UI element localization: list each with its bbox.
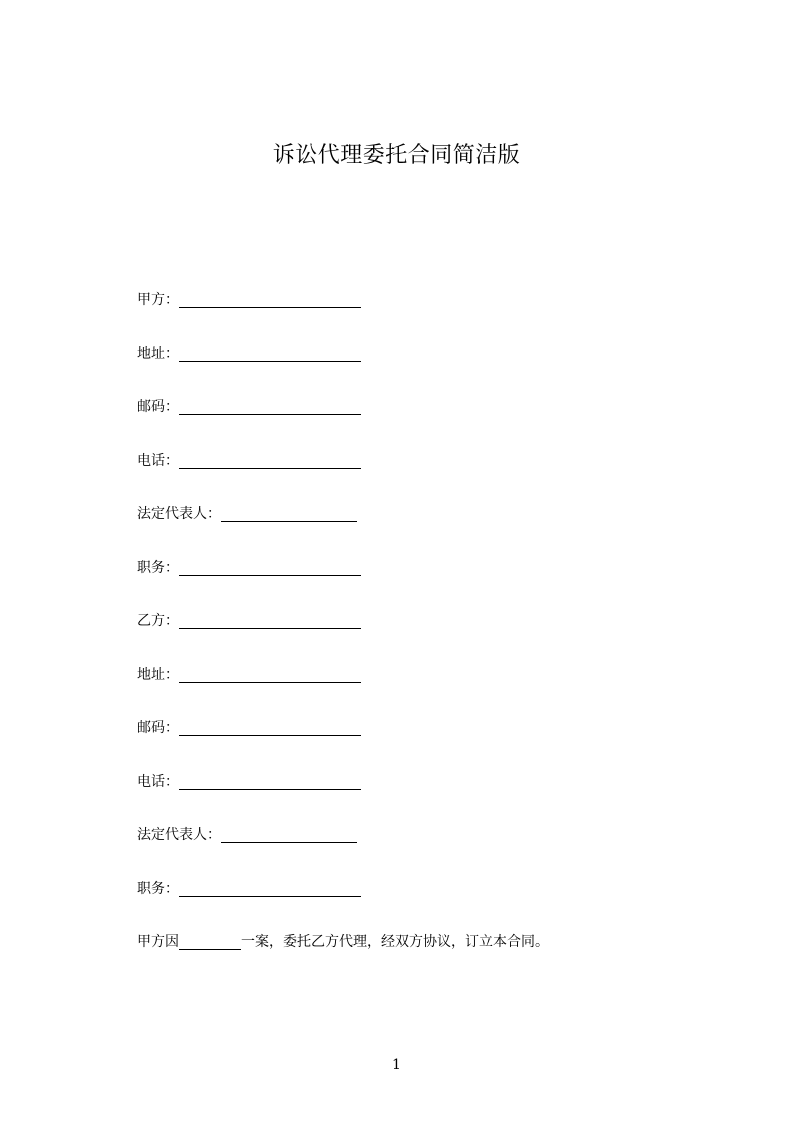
field-label: 邮码： — [137, 720, 179, 736]
agreement-sentence — [137, 930, 549, 954]
field-row-phone-a — [137, 449, 697, 503]
field-label: 甲方： — [137, 292, 179, 308]
field-label: 乙方： — [137, 613, 179, 629]
fill-in-line — [179, 556, 361, 576]
field-label: 地址： — [137, 345, 179, 362]
field-label: 法定代表人： — [137, 506, 221, 522]
document-title: 诉讼代理委托合同简洁版 — [272, 143, 521, 168]
field-row-position-a — [137, 556, 697, 610]
field-row-postcode-b — [137, 716, 697, 770]
fill-in-line — [179, 449, 361, 469]
agreement-prefix: 甲方因 — [137, 934, 179, 950]
agreement-suffix: 一案，委托乙方代理，经双方协议，订立本合同。 — [241, 934, 549, 950]
fill-in-line — [221, 502, 357, 522]
fill-in-line — [179, 877, 361, 897]
field-label: 法定代表人： — [137, 827, 221, 843]
case-blank-line — [179, 930, 241, 950]
field-row-address-a — [137, 342, 697, 396]
fill-in-line — [221, 823, 357, 843]
field-label: 职务： — [137, 880, 179, 897]
field-row-address-b — [137, 663, 697, 717]
fill-in-line — [179, 342, 361, 362]
field-label: 邮码： — [137, 399, 179, 415]
field-row-legal-rep-a — [137, 502, 697, 556]
field-row-postcode-a — [137, 395, 697, 449]
field-label: 电话： — [137, 773, 179, 790]
fill-in-line — [179, 288, 361, 308]
field-label: 地址： — [137, 666, 179, 683]
fill-in-line — [179, 609, 361, 629]
party-fields — [137, 288, 697, 930]
field-row-party-a — [137, 288, 697, 342]
fill-in-line — [179, 663, 361, 683]
fill-in-line — [179, 716, 361, 736]
field-row-phone-b — [137, 770, 697, 824]
field-row-position-b — [137, 877, 697, 931]
page-number: 1 — [392, 1057, 401, 1073]
field-label: 电话： — [137, 452, 179, 469]
field-row-party-b — [137, 609, 697, 663]
field-row-legal-rep-b — [137, 823, 697, 877]
fill-in-line — [179, 395, 361, 415]
fill-in-line — [179, 770, 361, 790]
field-label: 职务： — [137, 559, 179, 576]
